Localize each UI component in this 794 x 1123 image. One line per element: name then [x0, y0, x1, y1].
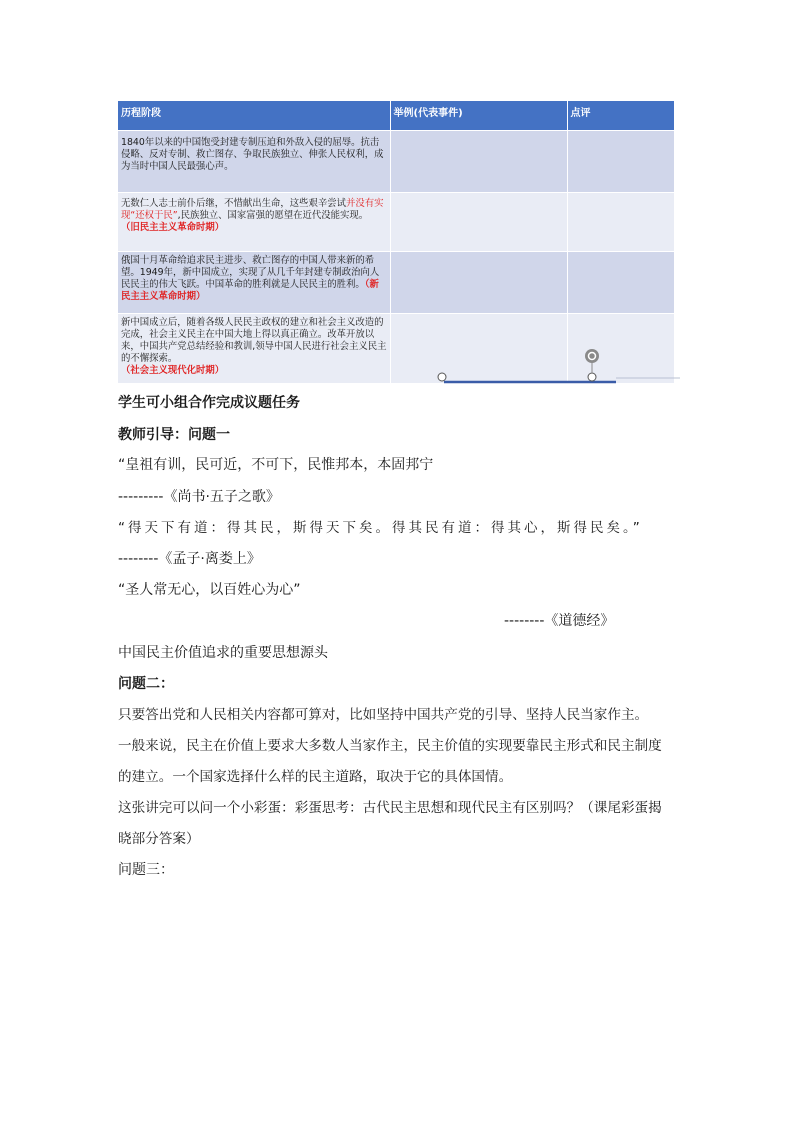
- period-label: （社会主义现代化时期）: [121, 364, 225, 376]
- stage-text: 新中国成立后，随着各级人民民主政权的建立和社会主义改造的完成，社会主义民主在中国大地上得以真正确立。改革开放以来，中国共产党总结经验和教训,领导中国人民进行社会主义民主的不懈探索。: [121, 316, 387, 364]
- header-example: 举例(代表事件): [390, 101, 567, 130]
- question-three-heading: 问题三：: [118, 862, 174, 878]
- easter-egg-line1: 这张讲完可以问一个小彩蛋：彩蛋思考：古代民主思想和现代民主有区别吗？（课尾彩蛋揭: [118, 800, 662, 816]
- source-summary: 中国民主价值追求的重要思想源头: [118, 645, 328, 661]
- comment-cell: [567, 192, 674, 251]
- source-mengzi: --------《孟子·离娄上》: [118, 551, 261, 567]
- image-selection-handles[interactable]: [430, 345, 680, 387]
- example-cell: [390, 130, 567, 192]
- democracy-paragraph-line2: 的建立。一个国家选择什么样的民主道路，取决于它的具体国情。: [118, 769, 513, 785]
- header-stage: 历程阶段: [118, 101, 390, 130]
- source-daodejing: --------《道德经》: [504, 613, 615, 629]
- stage-cell: [118, 313, 390, 383]
- resize-handle-bottom-left[interactable]: [438, 373, 446, 381]
- quote-mengzi: “得天下有道：得其民，斯得天下矣。得其民有道：得其心，斯得民矣。”: [118, 520, 643, 536]
- table-row: [118, 192, 674, 251]
- comment-cell: [567, 251, 674, 313]
- source-shangshu: ---------《尚书·五子之歌》: [118, 489, 280, 505]
- period-label: （新民主主义革命时期）: [121, 278, 379, 302]
- history-table: [118, 101, 675, 383]
- easter-egg-line2: 晓部分答案）: [118, 831, 200, 847]
- table-header-row: [118, 101, 674, 130]
- stage-text: 1840年以来的中国饱受封建专制压迫和外敌入侵的屈辱。抗击侵略、反对专制、救亡图存、争取民族独立、伸张人民权利，成为当时中国人民最强心声。: [121, 136, 384, 172]
- comment-cell: [567, 130, 674, 192]
- democracy-paragraph-line1: 一般来说，民主在价值上要求大多数人当家作主，民主价值的实现要靠民主形式和民主制度: [118, 738, 662, 754]
- history-table-image: [118, 101, 674, 383]
- stage-text: 俄国十月革命给追求民主进步、救亡图存的中国人带来新的希望。1949年，新中国成立，实现了从几千年封建专制政治向人民民主的伟大飞跃。中国革命的胜利就是人民民主的胜利。: [121, 254, 380, 290]
- stage-cell: [118, 130, 390, 192]
- task-heading: 学生可小组合作完成议题任务: [118, 395, 300, 411]
- quote-daodejing: “圣人常无心，以百姓心为心”: [118, 582, 301, 598]
- stage-cell: [118, 192, 390, 251]
- table-row: [118, 130, 674, 192]
- rotate-handle-icon[interactable]: [585, 349, 599, 363]
- question-two-heading: 问题二：: [118, 676, 174, 692]
- resize-handle-bottom-middle[interactable]: [588, 373, 596, 381]
- answer-paragraph: 只要答出党和人民相关内容都可算对，比如坚持中国共产党的引导、坚持人民当家作主。: [118, 707, 649, 723]
- header-comment: 点评: [567, 101, 674, 130]
- quote-shangshu: “皇祖有训，民可近，不可下，民惟邦本，本固邦宁: [118, 457, 434, 473]
- table-row: [118, 251, 674, 313]
- period-label: （旧民主主义革命时期）: [121, 221, 225, 233]
- example-cell: [390, 192, 567, 251]
- stage-highlight: 并没有实现“还权于民”: [121, 197, 384, 221]
- guide-heading: 教师引导：问题一: [118, 427, 230, 443]
- stage-text: ,民族独立、国家富强的愿望在近代没能实现。: [177, 209, 369, 221]
- example-cell: [390, 251, 567, 313]
- stage-text: 无数仁人志士前仆后继，不惜献出生命，这些艰辛尝试: [121, 197, 347, 209]
- stage-cell: [118, 251, 390, 313]
